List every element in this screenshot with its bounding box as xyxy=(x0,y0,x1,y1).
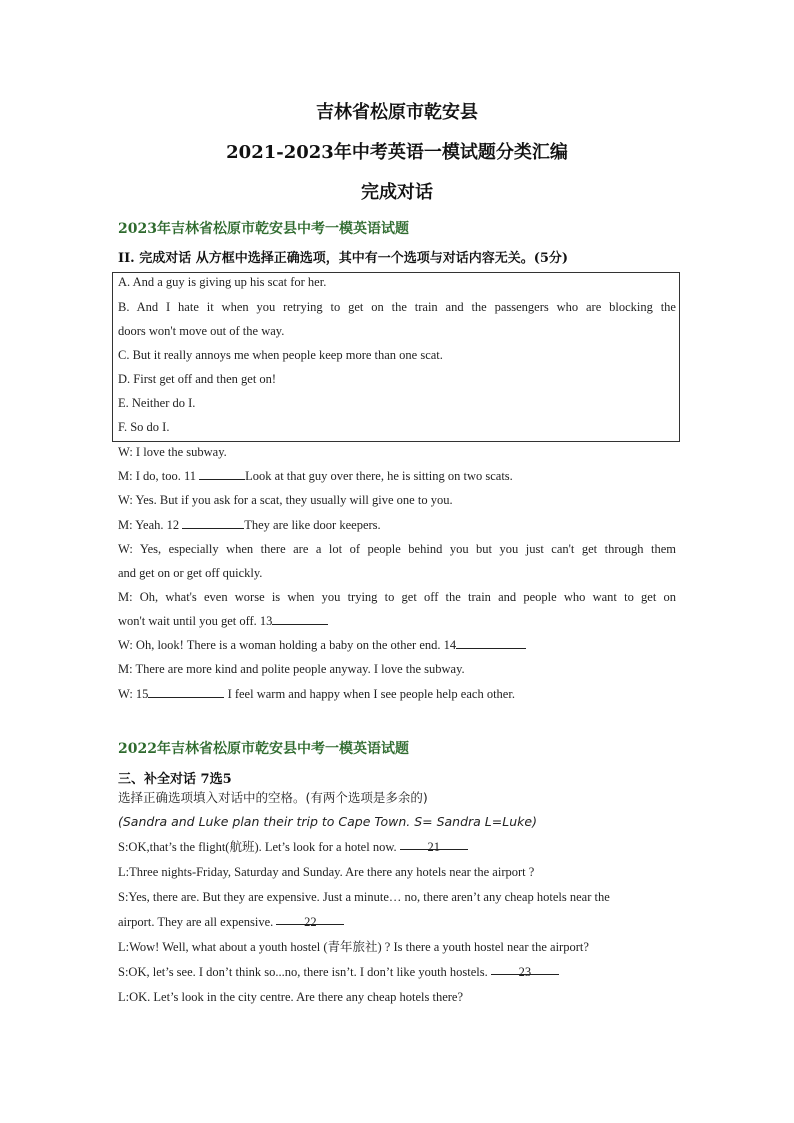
dialogue-line: won't wait until you get off. 13 xyxy=(118,609,676,633)
dialogue-line: M: Yeah. 12 They are like door keepers. xyxy=(118,513,676,537)
answer-blank-11[interactable] xyxy=(199,465,245,480)
section-2022-instruction: 三、补全对话 7选5 xyxy=(118,772,232,787)
dialogue-line: S:OK,that’s the flight(航班). Let’s look for a hotel now. 21 xyxy=(118,835,676,859)
doc-title-region: 吉林省松原市乾安县 xyxy=(316,102,478,123)
option-b: B. And I hate it when you retrying to get on the train and the passengers who are blocking the xyxy=(118,300,676,314)
answer-blank-15[interactable] xyxy=(148,683,224,698)
dialogue-line: S:OK, let’s see. I don’t think so...no, there isn’t. I don’t like youth hostels. 23 xyxy=(118,960,676,984)
dialogue-line: W: Yes. But if you ask for a scat, they usually will give one to you. xyxy=(118,493,453,507)
dialogue-line: W: Yes, especially when there are a lot of people behind you but you just can't get through them xyxy=(118,542,676,556)
dialogue-line: W: Oh, look! There is a woman holding a baby on the other end. 14 xyxy=(118,633,676,657)
section-2022-heading: 2022年吉林省松原市乾安县中考一模英语试题 xyxy=(118,741,409,757)
dialogue-line: L:Wow! Well, what about a youth hostel (青年旅社) ? Is there a youth hostel near the airport? xyxy=(118,940,589,954)
section-2023-heading: 2023年吉林省松原市乾安县中考一模英语试题 xyxy=(118,221,409,237)
section-2023-instruction: II. 完成对话 从方框中选择正确选项，其中有一个选项与对话内容无关。(5分) xyxy=(118,251,569,266)
dialogue-line: L:Three nights-Friday, Saturday and Sunday. Are there any hotels near the airport ? xyxy=(118,865,535,879)
dialogue-line: L:OK. Let’s look in the city centre. Are there any cheap hotels there? xyxy=(118,990,464,1004)
dialogue-line: S:Yes, there are. But they are expensive. Just a minute… no, there aren’t any cheap hotels near the xyxy=(118,890,610,904)
doc-title-topic: 完成对话 xyxy=(361,182,433,203)
answer-blank-14[interactable] xyxy=(456,634,526,649)
option-f: F. So do I. xyxy=(118,420,170,434)
answer-blank-23[interactable]: 23 xyxy=(491,960,559,975)
dialogue-context: (Sandra and Luke plan their trip to Cape Town. S= Sandra L=Luke) xyxy=(118,814,537,829)
dialogue-line: M: I do, too. 11 Look at that guy over there, he is sitting on two scats. xyxy=(118,464,676,488)
dialogue-line: and get on or get off quickly. xyxy=(118,566,263,580)
dialogue-line: W: 15 I feel warm and happy when I see people help each other. xyxy=(118,682,676,706)
section-2022-subinstruction: 选择正确选项填入对话中的空格。(有两个选项是多余的) xyxy=(118,790,428,805)
dialogue-line: airport. They are all expensive. 22 xyxy=(118,910,676,934)
option-d: D. First get off and then get on! xyxy=(118,372,277,386)
option-b-continued: doors won't move out of the way. xyxy=(118,324,285,338)
dialogue-line: M: There are more kind and polite people anyway. I love the subway. xyxy=(118,662,465,676)
answer-blank-21[interactable]: 21 xyxy=(400,835,468,850)
doc-title-main: 2021-2023年中考英语一模试题分类汇编 xyxy=(226,142,568,163)
dialogue-line: M: Oh, what's even worse is when you trying to get off the train and people who want to get on xyxy=(118,590,676,604)
answer-blank-12[interactable] xyxy=(182,514,244,529)
option-c: C. But it really annoys me when people keep more than one scat. xyxy=(118,348,443,362)
dialogue-line: W: I love the subway. xyxy=(118,445,227,459)
answer-blank-13[interactable] xyxy=(272,610,328,625)
option-a: A. And a guy is giving up his scat for her. xyxy=(118,275,327,289)
option-e: E. Neither do I. xyxy=(118,396,196,410)
answer-blank-22[interactable]: 22 xyxy=(276,910,344,925)
